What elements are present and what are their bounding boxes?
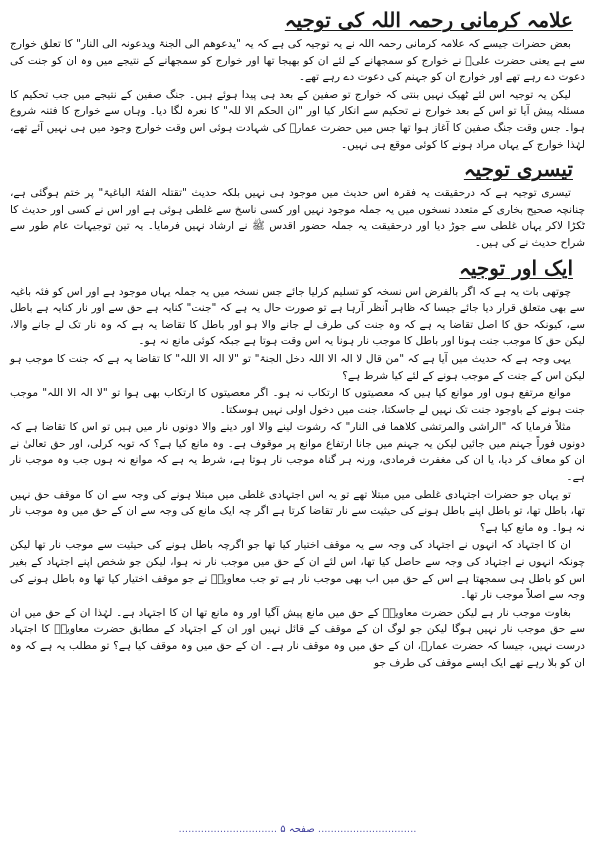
paragraph: لیکن یہ توجیہ اس لئے ٹھیک نہیں بنتی کہ خوارج تو صفین کے بعد ہی پیدا ہوئے ہیں۔ جنگ صفین کے نتیجے میں جب تحکیم کا مسئلہ پیش آیا تو اس کے بعد خوارج نے تحکیم سے انکار کیا اور "ان الحکم الا للہ" کا نعرہ لگا دیا۔ وہاں سے خوارج کا فتنہ شروع ہوا۔ جس وقت جنگ صفین کا آغاز ہوا تھا جس میں حضرت عمارؓ کی شہادت ہوئی اس وقت خوارج وجود میں ہی نہیں آئے تھے، لہٰذا خوارج کے یہاں مراد ہونے کا کوئی موقع ہی نہیں۔ — [10, 88, 585, 151]
footer-dots: ............................... — [317, 824, 417, 835]
paragraph: بعض حضرات جیسے کہ علامہ کرمانی رحمہ اللہ نے یہ توجیہ کی ہے کہ یہ "یدعوھم الی الجنۃ ویدعونہ الی النار" کا تعلق خوارج سے ہے یعنی حضرت علیؓ نے خوارج کو سمجھانے کے لئے ان کو بھیجا تھا اور خوارج کو سمجھانے کے نتیجے میں وہ ان کو جنت کی دعوت دے رہے تھے اور خوارج ان کو جہنم کی دعوت دے رہے تھے۔ — [10, 38, 585, 84]
section-another-explanation — [10, 256, 585, 672]
paragraph: بغاوت موجب نار ہے لیکن حضرت معاویہؓ کے حق میں مانع پیش آگیا اور وہ مانع تھا ان کا اجتہاد ہے۔ لہٰذا ان کے حق میں ان سے حق موجب نار نہیں ہوگا لیکن جو لوگ ان کے موقف کے قائل نہیں اور ان کے اجتہاد کے مطابق حضرت معاویہؓ کا اجتہاد درست نہیں، جیسا کہ حضرت عمارؓ، ان کے حق میں وہ موقف نار ہے۔ ان کے حق میں وہ موقف کیا ہے؟ تو مطلب یہ ہے کہ وہ ان کو بلا رہے تھے ایک ایسے موقف کی طرف جو — [10, 606, 585, 669]
paragraph: یہی وجہ ہے کہ حدیث میں آیا ہے کہ "من قال لا الہ الا اللہ دخل الجنۃ" تو "لا الہ الا اللہ" کا تقاضا یہ ہے کہ جنت کا موجب ہو لیکن اس کے جنت کے موجب ہونے کے لئے کیا شرط ہے؟ — [10, 352, 585, 382]
page-footer — [0, 824, 595, 835]
section-heading: ایک اور توجیہ — [459, 255, 573, 280]
section-heading: تیسری توجیہ — [463, 157, 573, 182]
paragraph: موانع مرتفع ہوں اور موانع کیا ہیں کہ معصیتوں کا ارتکاب نہ ہو۔ اگر معصیتوں کا ارتکاب بھی ہوا تو "لا الہ الا اللہ" موجب جنت ہونے کے باوجود جنت تک نہیں لے جاسکتا، جنت میں دخول اولی نہیں ہوسکتا۔ — [10, 387, 585, 416]
paragraph: تیسری توجیہ ہے کہ درحقیقت یہ فقرہ اس حدیث میں موجود ہی نہیں بلکہ حدیث "تقتلہ الفئۃ الباغیۃ" پر ختم ہوگئی ہے، چنانچہ صحیح بخاری کے متعدد نسخوں میں یہ جملہ موجود نہیں اور کسی ناسخ سے غلطی ہوئی ہے اور اس نے کسی اور حدیث کا ٹکڑا لاکر یہاں غلطی سے جوڑ دیا اور درحقیقت یہ جملہ حضور اقدس ﷺ نے ارشاد نہیں فرمایا۔ یہ تین توجیہات عام طور سے شراح حدیث نے کی ہیں۔ — [10, 187, 585, 249]
section-kirmani — [10, 8, 585, 153]
paragraph: مثلاً فرمایا کہ "الراشی والمرتشی کلاھما فی النار" کہ رشوت لینے والا اور دینے والا دونوں نار میں ہیں تو اس کا تقاضا ہے کہ دونوں فوراً جہنم میں جائیں لیکن یہ جہنم میں جانا ارتفاع موانع پر موقوف ہے۔ وہ مانع کیا ہے؟ کہ توبہ کرلی، اور حق تعالیٰ نے ان کو معاف کر دیا، یا ان کی مغفرت فرمادی، ورنہ ہر گناہ موجب نار ہوتا ہے، شرط یہ ہے کہ موانع نہ ہوں جب وہ موجب نار ہے۔ — [10, 421, 585, 484]
paragraph: تو یہاں جو حضرات اجتہادی غلطی میں مبتلا تھے تو یہ اس اجتہادی غلطی میں مبتلا ہونے کی وجہ سے ان کا موقف حق نہیں تھا، باطل تھا، تو باطل اپنے باطل ہونے کی حیثیت سے نار تقاضا کرتا ہے اگر چہ ایک مانع کی وجہ سے ان کے حق میں وہ موجب نار نہ ہوا۔ وہ مانع کیا ہے؟ — [10, 488, 585, 534]
footer-dots: ............................... — [178, 824, 278, 835]
section-third-explanation — [10, 157, 585, 251]
section-heading: علامہ کرمانی رحمہ اللہ کی توجیہ — [284, 8, 573, 32]
paragraph: ان کا اجتہاد کہ انہوں نے اجتہاد کی وجہ سے یہ موقف اختیار کیا تھا جو اگرچہ باطل ہونے کی حیثیت سے موجب نار تھا لیکن چونکہ انہوں نے اجتہاد کی وجہ سے حاصل کیا تھا، اس لئے ان کے حق میں موجب نار نہ ہوا، لیکن جو شخص اپنے اجتہاد کے بغیر اس کو باطل ہی سمجھتا ہے اس کے حق میں اب بھی موجب نار ہے تو جب معاویہؓ نے جو موقف اختیار کیا تھا وہ باطل ہونے کی وجہ سے اصلاً موجب نار تھا۔ — [10, 539, 585, 602]
paragraph: چوتھی بات یہ ہے کہ اگر بالفرض اس نسخہ کو تسلیم کرلیا جائے جس نسخہ میں یہ جملہ یہاں موجود ہے اور اس کو فئہ باغیہ سے بھی متعلق قرار دیا جائے جیسا کہ ظاہر اًنظر آرہا ہے تو صورت حال یہ ہے کہ "جنت" کنایہ ہے حق سے اور نار کنایہ ہے باطل سے، کیونکہ حق کا اصل تقاضا یہ ہے کہ وہ جنت کی طرف لے جانے والا ہو اور باطل کا تقاضا یہ ہے کہ وہ نار تک لے جانے والا، لیکن حق کا موجب جنت ہونا اور باطل کا موجب نار ہونا یہ اس وقت ہوتا ہے جبکہ کوئی مانع نہ ہو۔ — [10, 285, 585, 348]
page-number: صفحہ ۵ — [280, 824, 315, 835]
